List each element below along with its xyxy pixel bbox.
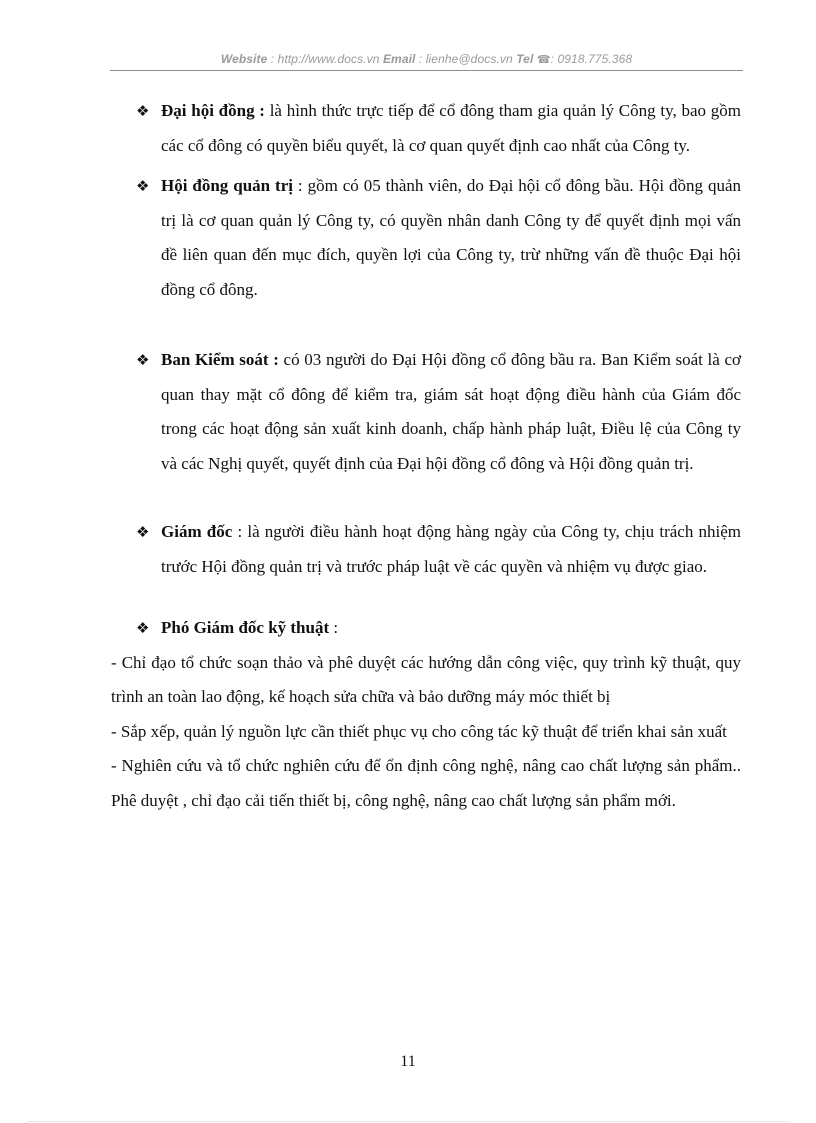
section-giam-doc bbox=[136, 515, 741, 584]
website-label: Website bbox=[220, 52, 268, 66]
term-hoi-dong-quan-tri: Hội đồng quản trị bbox=[161, 176, 293, 195]
term-pho-giam-doc: Phó Giám đốc kỹ thuật bbox=[161, 618, 330, 637]
tel-number: : 0918.775.368 bbox=[550, 52, 633, 66]
footer-divider bbox=[28, 1121, 788, 1122]
diamond-bullet-icon: ❖ bbox=[136, 351, 150, 369]
email-label: Email bbox=[382, 52, 416, 66]
document-body bbox=[111, 94, 741, 818]
section-pho-giam-doc bbox=[136, 611, 741, 646]
tel-label: Tel bbox=[516, 52, 534, 66]
page-header bbox=[110, 52, 743, 66]
section-ban-kiem-soat bbox=[136, 343, 741, 481]
term-ban-kiem-soat: Ban Kiểm soát : bbox=[161, 350, 279, 369]
header-divider bbox=[110, 70, 743, 71]
desc-giam-doc: : là người điều hành hoạt động hàng ngày của Công ty, chịu trách nhiệm trước Hội đồng quản trị và trước pháp luật về các quyền và nhiệm vụ được giao. bbox=[161, 522, 741, 576]
duty-item: - Chỉ đạo tổ chức soạn thảo và phê duyệt các hướng dẫn công việc, quy trình kỹ thuật, quy trình an toàn lao động, kế hoạch sửa chữa và bảo dưỡng máy móc thiết bị bbox=[111, 652, 741, 706]
duty-item: - Nghiên cứu và tổ chức nghiên cứu để ổn định công nghệ, nâng cao chất lượng sản phẩm.. Phê duyệt , chỉ đạo cải tiến thiết bị, công nghệ, nâng cao chất lượng sản phẩm mới. bbox=[111, 756, 741, 810]
term-dai-hoi-dong: Đại hội đồng : bbox=[161, 101, 265, 120]
desc-hoi-dong-quan-tri: : gồm có 05 thành viên, do Đại hội cổ đông bầu. Hội đồng quản trị là cơ quan quản lý Công ty, có quyền nhân danh Công ty để quyết định mọi vấn đề liên quan đến mục đích, quyền lợi của Công ty, trừ những vấn đề thuộc Đại hội đồng cổ đông. bbox=[161, 176, 741, 299]
desc-ban-kiem-soat: có 03 người do Đại Hội đồng cổ đông bầu ra. Ban Kiểm soát là cơ quan thay mặt cổ đông để kiểm tra, giám sát hoạt động điều hành của Giám đốc trong các hoạt động sản xuất kinh doanh, chấp hành pháp luật, Điều lệ của Công ty và các Nghị quyết, quyết định của Đại hội đồng cổ đông và Hội đồng quản trị. bbox=[161, 350, 741, 473]
phone-icon: ☎ bbox=[536, 54, 551, 66]
page-number: 11 bbox=[400, 1053, 416, 1070]
section-dai-hoi-dong bbox=[136, 94, 741, 163]
section-hoi-dong-quan-tri bbox=[136, 169, 741, 307]
diamond-bullet-icon: ❖ bbox=[136, 177, 150, 195]
diamond-bullet-icon: ❖ bbox=[136, 102, 150, 120]
duty-item: - Sắp xếp, quản lý nguồn lực cần thiết phục vụ cho công tác kỹ thuật để triển khai sản xuất bbox=[111, 721, 727, 741]
term-giam-doc: Giám đốc bbox=[161, 522, 233, 541]
email-address[interactable]: : lienhe@docs.vn bbox=[418, 52, 513, 66]
diamond-bullet-icon: ❖ bbox=[136, 619, 150, 637]
website-url[interactable]: : http://www.docs.vn bbox=[270, 52, 380, 66]
desc-dai-hoi-dong: là hình thức trực tiếp để cổ đông tham gia quản lý Công ty, bao gồm các cổ đông có quyền biểu quyết, là cơ quan quyết định cao nhất của Công ty. bbox=[161, 101, 741, 155]
desc-pho-giam-doc: : bbox=[329, 618, 339, 637]
diamond-bullet-icon: ❖ bbox=[136, 523, 150, 541]
